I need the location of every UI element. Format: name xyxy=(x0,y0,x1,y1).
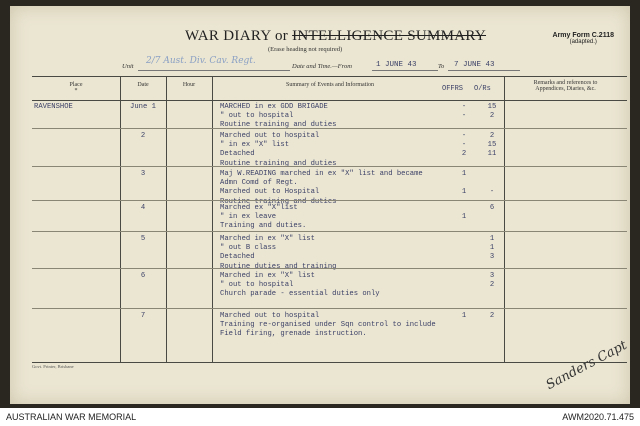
date-to-underline xyxy=(448,70,520,71)
entry-ors: 6 xyxy=(489,204,495,212)
header-offrs: OFFRS xyxy=(442,85,464,93)
entry-date: 5 xyxy=(140,235,146,243)
entry-ors: 2 xyxy=(489,312,495,320)
entry-summary-line: Marched out to hospital xyxy=(220,132,320,140)
entry-summary-line: Training re-organised under Sqn control to include xyxy=(220,321,436,330)
entry-ors: - xyxy=(489,188,495,197)
entry-offrs: 1 xyxy=(461,213,467,222)
entry-date: June 1 xyxy=(130,103,156,111)
form-subtitle: (Erase heading not required) xyxy=(268,46,343,53)
entry-ors: 11 xyxy=(487,150,497,159)
entry-summary-line: Training and duties. xyxy=(220,222,307,231)
footer-institution: AUSTRALIAN WAR MEMORIAL xyxy=(6,412,137,422)
footer-accession-number: AWM2020.71.475 xyxy=(562,412,634,422)
entry-summary-line: Admn Comd of Regt. xyxy=(220,179,298,188)
entry-summary-line: Detached xyxy=(220,150,255,159)
header-ors: O/Rs xyxy=(474,85,491,93)
entry-ors: 15 xyxy=(487,141,497,150)
entry-summary-line: Detached xyxy=(220,253,255,262)
col-rule-date xyxy=(120,76,121,362)
entry-summary-line: " out to hospital xyxy=(220,281,294,290)
entry-summary-line: Routine duties and training xyxy=(220,262,337,271)
header-remarks xyxy=(504,80,627,92)
unit-underline xyxy=(138,70,290,71)
table-header-rule xyxy=(32,100,627,101)
entry-offrs: 2 xyxy=(461,150,467,159)
entry-offrs: 1 xyxy=(461,188,467,197)
header-remarks-line1: Remarks and references to xyxy=(533,80,598,86)
header-remarks-line2: Appendices, Diaries, &c. xyxy=(535,86,596,92)
entry-place: RAVENSHOE xyxy=(34,103,73,111)
entry-date: 6 xyxy=(140,272,146,280)
header-hour: Hour xyxy=(182,82,196,88)
entry-ors: 2 xyxy=(489,132,495,140)
entry-offrs: - xyxy=(461,141,467,150)
row-separator xyxy=(32,200,627,201)
printer-imprint: Govt. Printer, Brisbane xyxy=(32,364,74,369)
entry-ors: 2 xyxy=(489,281,495,290)
entry-ors: 3 xyxy=(489,272,495,280)
unit-value: 2/7 Aust. Div. Cav. Regt. xyxy=(146,56,256,66)
entry-summary-line: " out to hospital xyxy=(220,112,294,121)
army-form-label: Army Form C.2118 xyxy=(552,32,614,39)
army-form-adapted: (adapted.) xyxy=(569,39,597,45)
entry-date: 7 xyxy=(140,312,146,320)
row-separator xyxy=(32,166,627,167)
war-diary-sheet xyxy=(10,6,630,404)
entry-date: 3 xyxy=(140,170,146,178)
entry-offrs: 1 xyxy=(461,170,467,178)
entry-summary-line: Church parade - essential duties only xyxy=(220,290,380,299)
entry-ors: 1 xyxy=(489,235,495,243)
archive-footer xyxy=(0,408,640,426)
col-rule-summary xyxy=(212,76,213,362)
form-title xyxy=(185,28,486,45)
header-place-label: Place xyxy=(69,82,83,88)
entry-ors: 3 xyxy=(489,253,495,262)
entry-summary-line: Marched ex "X"list xyxy=(220,204,298,212)
date-to-label: To xyxy=(438,63,445,70)
date-from-underline xyxy=(372,70,438,71)
title-war-diary: WAR DIARY or xyxy=(185,28,293,44)
entry-offrs: 1 xyxy=(461,312,467,320)
col-rule-remarks xyxy=(504,76,505,362)
entry-summary-line: Maj W.READING marched in ex "X" list and became xyxy=(220,170,423,178)
header-place: Place * xyxy=(69,82,83,94)
entry-summary-line: Marched out to hospital xyxy=(220,312,320,320)
entry-offrs: - xyxy=(461,103,467,111)
entry-summary-line: " out B class xyxy=(220,244,277,253)
entry-ors: 15 xyxy=(487,103,497,111)
entry-summary-line: Marched in ex "X" list xyxy=(220,272,315,280)
entry-summary-line: " in ex "X" list xyxy=(220,141,290,150)
date-label: Date and Time.—From xyxy=(292,63,352,70)
header-date: Date xyxy=(137,82,149,88)
table-bottom-rule xyxy=(32,362,627,363)
entry-summary-line: Marched in ex "X" list xyxy=(220,235,315,243)
date-from-value: 1 JUNE 43 xyxy=(376,61,417,69)
row-separator xyxy=(32,128,627,129)
entry-summary-line: Marched out to Hospital xyxy=(220,188,320,197)
entry-date: 2 xyxy=(140,132,146,140)
entry-summary-line: Routine training and duties xyxy=(220,197,337,206)
entry-summary-line: Routine training and duties xyxy=(220,121,337,130)
entry-offrs: - xyxy=(461,132,467,140)
row-separator xyxy=(32,268,627,269)
entry-ors: 1 xyxy=(489,244,495,253)
title-intelligence-summary: INTELLIGENCE SUMMARY xyxy=(292,28,487,44)
col-rule-hour xyxy=(166,76,167,362)
unit-label: Unit xyxy=(122,63,134,70)
header-summary: Summary of Events and Information xyxy=(286,82,374,88)
entry-summary-line: Field firing, grenade instruction. xyxy=(220,330,367,339)
entry-date: 4 xyxy=(140,204,146,212)
entry-summary-line: MARCHED in ex GDD BRIGADE xyxy=(220,103,328,111)
table-top-rule xyxy=(32,76,627,77)
row-separator xyxy=(32,231,627,232)
row-separator xyxy=(32,308,627,309)
army-form-number xyxy=(553,32,614,45)
date-to-value: 7 JUNE 43 xyxy=(454,61,495,69)
entry-summary-line: " in ex leave xyxy=(220,213,277,222)
entry-ors: 2 xyxy=(489,112,495,121)
entry-offrs: - xyxy=(461,112,467,121)
signature: Sanders Capt xyxy=(543,337,630,394)
entry-summary-line: Routine training and duties xyxy=(220,159,337,168)
